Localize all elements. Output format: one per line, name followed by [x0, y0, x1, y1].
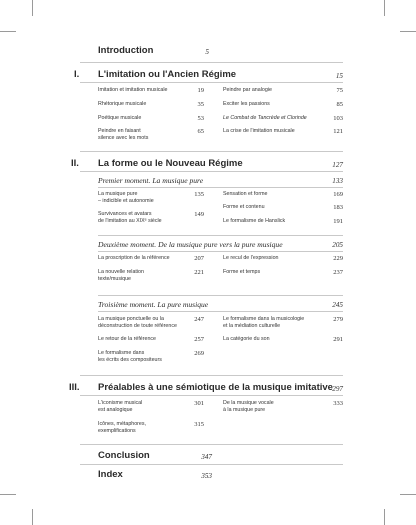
entry-page: 301: [194, 400, 204, 407]
crop-mark: [32, 0, 33, 16]
divider: [80, 395, 343, 396]
divider: [98, 311, 343, 312]
entry-page: 19: [197, 87, 204, 94]
divider: [80, 464, 343, 465]
entry-page: 121: [333, 128, 343, 135]
crop-mark: [400, 31, 416, 32]
entry-page: 135: [194, 191, 204, 198]
entry-title: Peindre par analogie: [223, 87, 272, 93]
divider: [80, 82, 343, 83]
entry-page: 237: [333, 269, 343, 276]
entry-title: Forme et temps: [223, 269, 261, 275]
entry-page: 257: [194, 336, 204, 343]
part-3-title: Préalables à une sémiotique de la musique imitative: [98, 382, 333, 393]
part-2-number: II.: [71, 158, 79, 169]
part-2-title: La forme ou le Nouveau Régime: [98, 158, 243, 169]
entry-title: Forme et contenu: [223, 204, 265, 210]
divider: [98, 295, 343, 296]
entry-title: Exciter les passions: [223, 101, 270, 107]
moment-2-title: Deuxième moment. De la musique pure vers la pure musique: [98, 240, 283, 249]
entry-page: 149: [194, 211, 204, 218]
entry-title: L'iconisme musical est analogique: [98, 400, 143, 414]
entry-title: Peindre en faisant silence avec les mots: [98, 128, 149, 142]
entry-title: La musique pure – indicible et autonomie: [98, 191, 154, 205]
entry-page: 315: [194, 421, 204, 428]
entry-page: 279: [333, 316, 343, 323]
divider: [80, 151, 343, 152]
entry-title: La nouvelle relation texte/musique: [98, 269, 144, 283]
entry-title: Le retour de la référence: [98, 336, 157, 342]
entry-page: 35: [197, 101, 204, 108]
part-3-number: III.: [69, 382, 80, 393]
entry-page: 65: [197, 128, 204, 135]
entry-page: 85: [336, 101, 343, 108]
index-page: 353: [201, 472, 212, 480]
introduction-page: 5: [205, 48, 209, 56]
part-3-page: 297: [332, 385, 343, 393]
entry-title: De la musique vocale à la musique pure: [223, 400, 274, 414]
entry-page: 221: [194, 269, 204, 276]
entry-page: 247: [194, 316, 204, 323]
divider: [80, 171, 343, 172]
entry-title: Le formalisme dans la musicologie et la médiation culturelle: [223, 316, 305, 330]
divider: [98, 235, 343, 236]
divider: [98, 251, 343, 252]
crop-mark: [0, 494, 16, 495]
crop-mark: [384, 0, 385, 16]
moment-1-title: Premier moment. La musique pure: [98, 176, 204, 185]
divider: [80, 444, 343, 445]
entry-title: La proscription de la référence: [98, 255, 170, 261]
crop-mark: [32, 509, 33, 525]
part-1-title: L'imitation ou l'Ancien Régime: [98, 69, 237, 80]
entry-page: 75: [336, 87, 343, 94]
entry-title: Le formalisme dans les écrits des compositeurs: [98, 350, 162, 364]
moment-3-title: Troisième moment. La pure musique: [98, 300, 209, 309]
crop-mark: [384, 509, 385, 525]
introduction-heading: Introduction: [98, 45, 154, 56]
entry-title: Le Combat de Tancrède et Clorinde: [223, 115, 307, 121]
entry-page: 183: [333, 204, 343, 211]
moment-1-page: 133: [332, 177, 343, 185]
divider: [80, 375, 343, 376]
crop-mark: [400, 494, 416, 495]
divider: [80, 62, 343, 63]
entry-title: Survivances et avatars de l'imitation au XIXᵉ siècle: [98, 211, 162, 225]
part-1-page: 15: [335, 72, 343, 80]
divider: [98, 187, 343, 188]
entry-title: Le formalisme de Hanslick: [223, 218, 286, 224]
entry-title: Imitation et imitation musicale: [98, 87, 168, 93]
part-1-number: I.: [74, 69, 80, 80]
entry-title: Poétique musicale: [98, 115, 142, 121]
entry-page: 103: [333, 115, 343, 122]
conclusion-page: 347: [201, 453, 212, 461]
entry-title: La musique ponctuelle ou la déconstruction de toute référence: [98, 316, 177, 330]
entry-page: 53: [197, 115, 204, 122]
entry-title: Icônes, métaphores, exemplifications: [98, 421, 146, 435]
entry-title: La catégorie du son: [223, 336, 270, 342]
entry-page: 191: [333, 218, 343, 225]
entry-page: 229: [333, 255, 343, 262]
crop-mark: [0, 31, 16, 32]
entry-title: La crise de l'imitation musicale: [223, 128, 295, 134]
part-2-page: 127: [332, 161, 343, 169]
entry-title: Le recul de l'expression: [223, 255, 279, 261]
entry-title: Sensation et forme: [223, 191, 268, 197]
conclusion-heading: Conclusion: [98, 450, 150, 461]
moment-2-page: 205: [332, 241, 343, 249]
entry-page: 169: [333, 191, 343, 198]
entry-page: 269: [194, 350, 204, 357]
entry-title: Rhétorique musicale: [98, 101, 147, 107]
moment-3-page: 245: [332, 301, 343, 309]
entry-page: 291: [333, 336, 343, 343]
entry-page: 333: [333, 400, 343, 407]
entry-page: 207: [194, 255, 204, 262]
index-heading: Index: [98, 469, 123, 480]
